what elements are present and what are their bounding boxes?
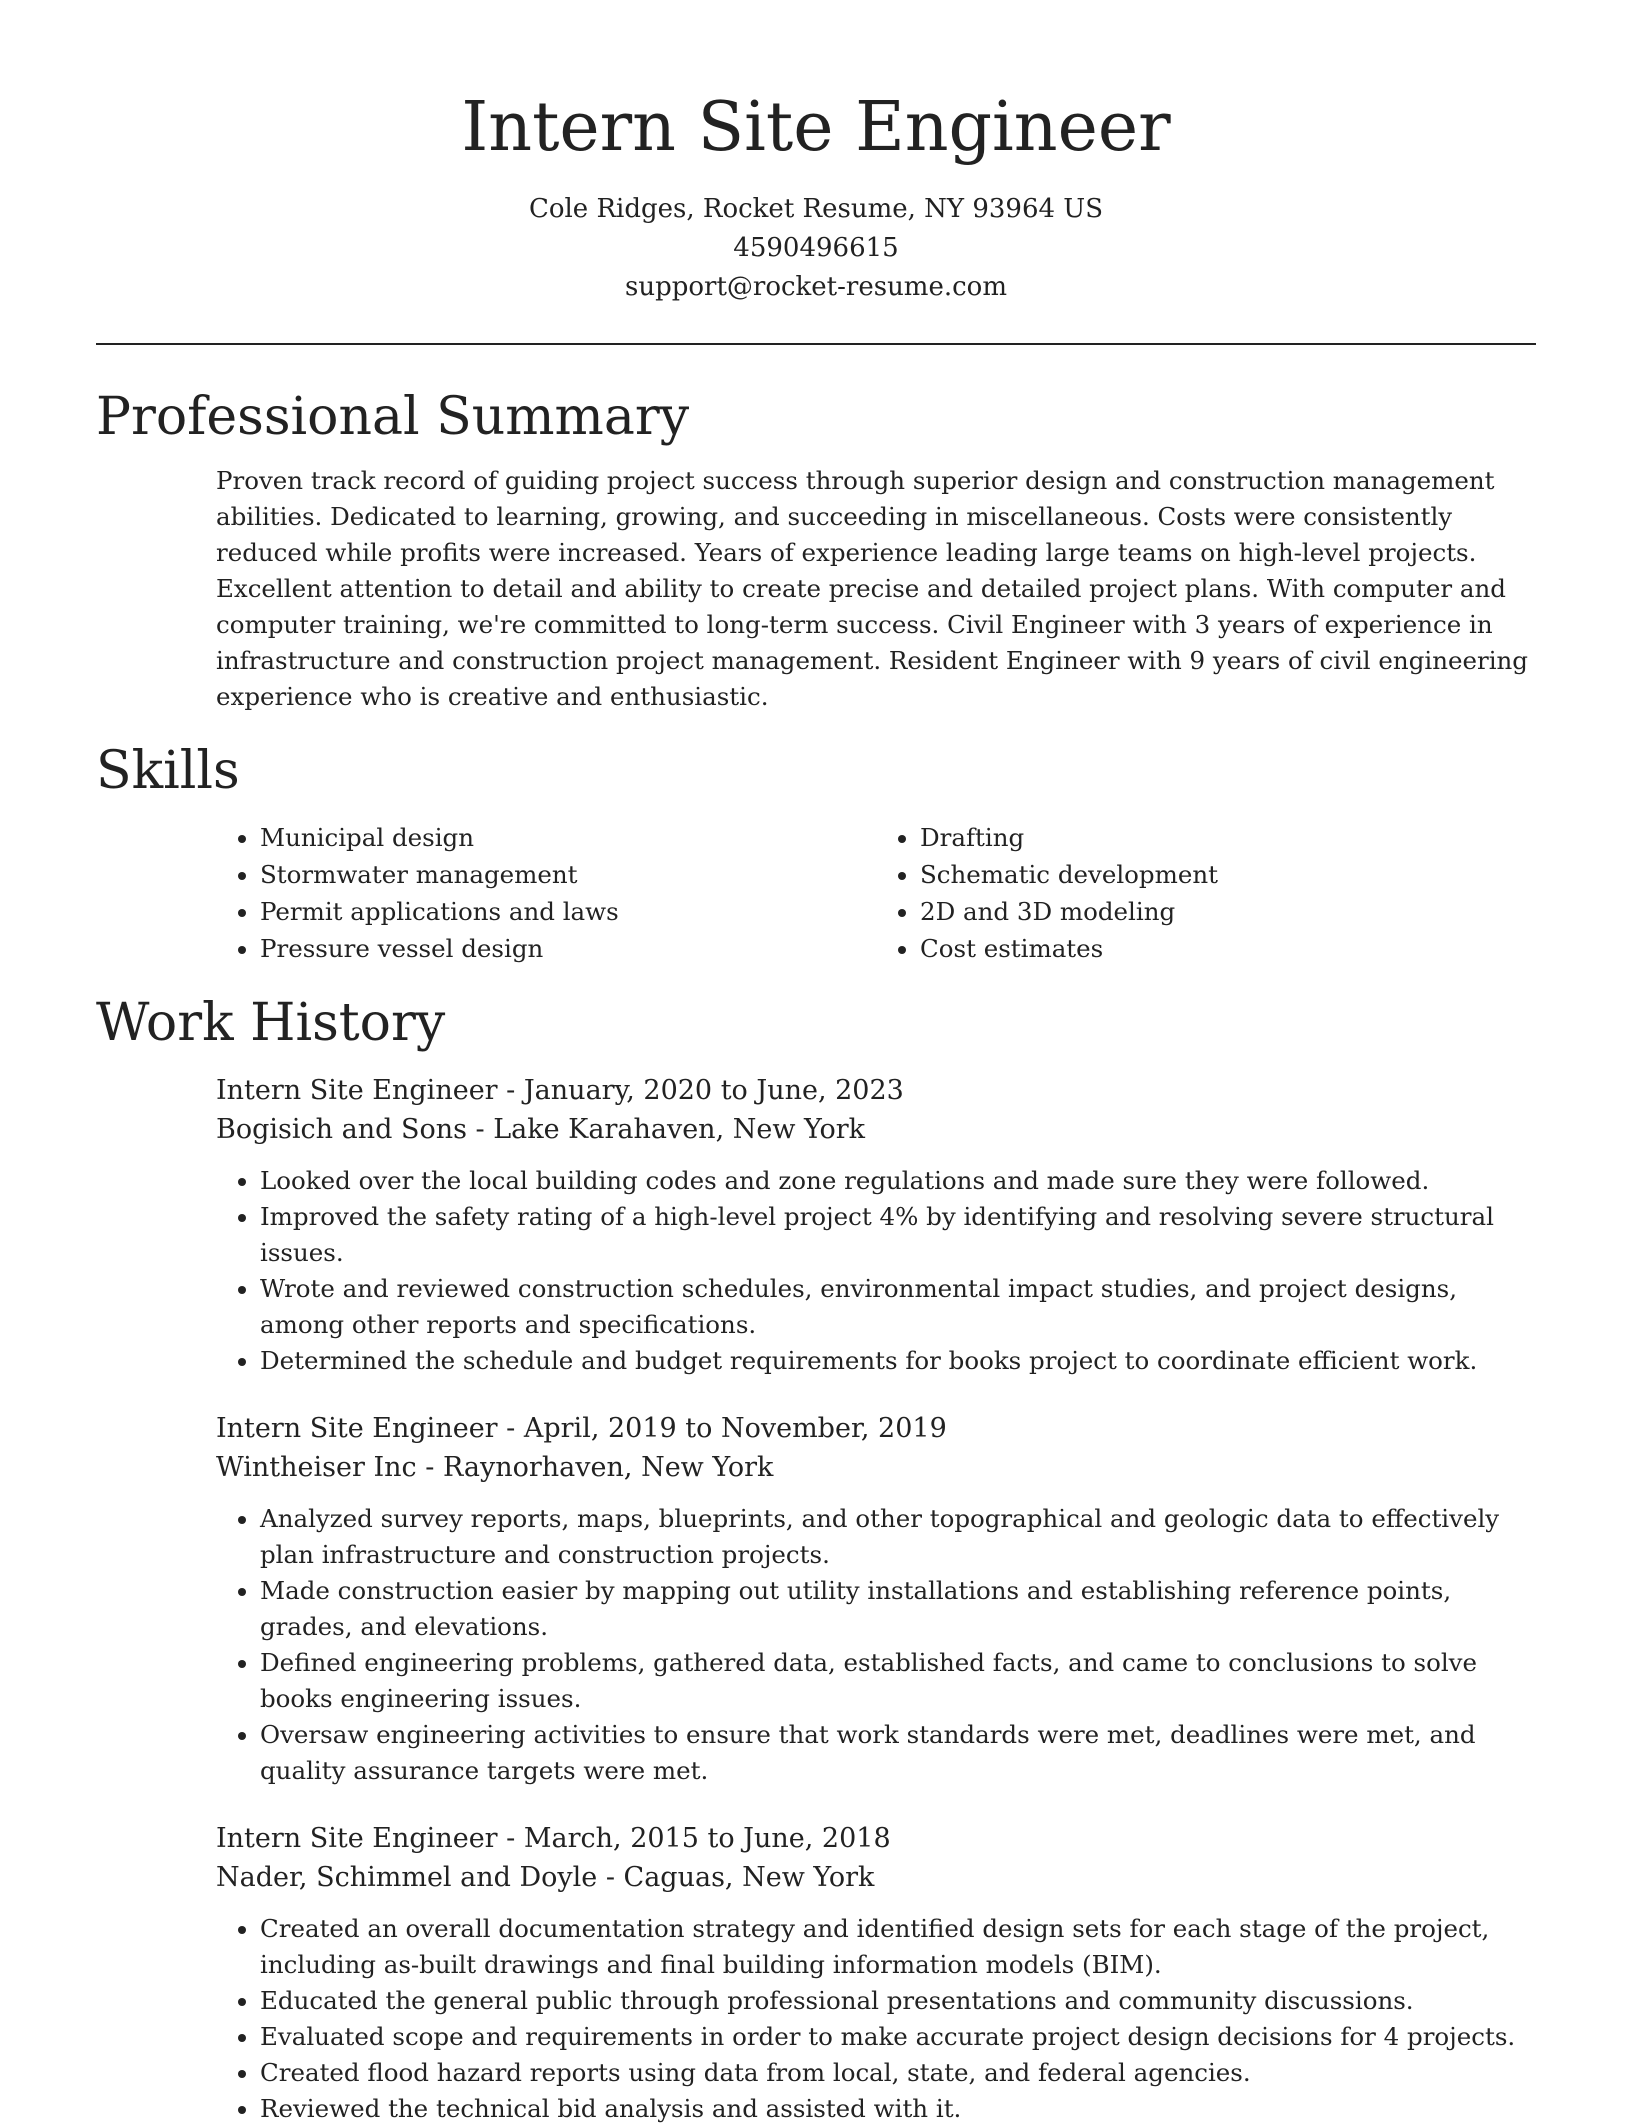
professional-summary-section xyxy=(96,383,1536,715)
work-history-section xyxy=(96,989,1536,2127)
job-entry xyxy=(216,1071,1536,1379)
job-bullets xyxy=(216,1163,1536,1379)
section-title-work-history: Work History xyxy=(96,993,446,1053)
skill-item: • 2D and 3D modeling xyxy=(920,893,1536,930)
summary-text: Proven track record of guiding project success through superior design and construction management abilities. Dedicated to learning, growing, and succeeding in miscellaneous. Costs were consistently reduced while profits were increased. Years of experience leading large teams on high-level projects. Excellent attention to detail and ability to create precise and detailed project plans. With computer and computer training, we're committed to long-term success. Civil Engineer with 3 years of experience in infrastructure and construction project management. Resident Engineer with 9 years of civil engineering experience who is creative and enthusiastic. xyxy=(216,466,1528,711)
skills-grid xyxy=(216,819,1536,967)
contact-phone: 4590496615 xyxy=(733,233,899,263)
skill-item: • Permit applications and laws xyxy=(260,893,876,930)
job-bullet: • Educated the general public through professional presentations and community discussions. xyxy=(260,1983,1536,2019)
job-bullet: • Evaluated scope and requirements in order to make accurate project design decisions for 4 projects. xyxy=(260,2019,1536,2055)
job-bullet: • Reviewed the technical bid analysis and assisted with it. xyxy=(260,2091,1536,2127)
resume-header xyxy=(96,80,1536,307)
job-bullets xyxy=(216,1501,1536,1789)
job-bullet: • Improved the safety rating of a high-level project 4% by identifying and resolving severe structural issues. xyxy=(260,1199,1536,1271)
skill-item: • Drafting xyxy=(920,819,1536,856)
job-bullet: • Analyzed survey reports, maps, blueprints, and other topographical and geologic data to effectively plan infrastructure and construction projects. xyxy=(260,1501,1536,1573)
job-bullet: • Created flood hazard reports using data from local, state, and federal agencies. xyxy=(260,2055,1536,2091)
skill-item: • Stormwater management xyxy=(260,856,876,893)
skill-item: • Cost estimates xyxy=(920,930,1536,967)
contact-block xyxy=(96,190,1536,307)
job-company-line: Wintheiser Inc - Raynorhaven, New York xyxy=(216,1452,774,1483)
job-company-line: Bogisich and Sons - Lake Karahaven, New York xyxy=(216,1114,866,1145)
skills-column-right xyxy=(876,819,1536,967)
skills-section xyxy=(96,737,1536,967)
job-bullet: • Looked over the local building codes and zone regulations and made sure they were followed. xyxy=(260,1163,1536,1199)
header-divider xyxy=(96,343,1536,345)
job-bullets xyxy=(216,1911,1536,2127)
job-bullet: • Created an overall documentation strategy and identified design sets for each stage of the project, including as-built drawings and final building information models (BIM). xyxy=(260,1911,1536,1983)
job-bullet: • Oversaw engineering activities to ensure that work standards were met, deadlines were met, and quality assurance targets were met. xyxy=(260,1717,1536,1789)
job-title-line: Intern Site Engineer - March, 2015 to June, 2018 xyxy=(216,1823,891,1854)
section-title-summary: Professional Summary xyxy=(96,387,690,447)
job-bullet: • Made construction easier by mapping out utility installations and establishing reference points, grades, and elevations. xyxy=(260,1573,1536,1645)
contact-address: Cole Ridges, Rocket Resume, NY 93964 US xyxy=(528,194,1104,224)
skill-item: • Pressure vessel design xyxy=(260,930,876,967)
job-entry xyxy=(216,1409,1536,1789)
job-company-line: Nader, Schimmel and Doyle - Caguas, New York xyxy=(216,1862,875,1893)
job-bullet: • Wrote and reviewed construction schedules, environmental impact studies, and project designs, among other reports and specifications. xyxy=(260,1271,1536,1343)
job-bullet: • Defined engineering problems, gathered data, established facts, and came to conclusions to solve books engineering issues. xyxy=(260,1645,1536,1717)
skills-column-left xyxy=(216,819,876,967)
job-entry xyxy=(216,1819,1536,2127)
job-title-line: Intern Site Engineer - January, 2020 to June, 2023 xyxy=(216,1075,904,1106)
skill-item: • Municipal design xyxy=(260,819,876,856)
job-title-line: Intern Site Engineer - April, 2019 to November, 2019 xyxy=(216,1413,947,1444)
skill-item: • Schematic development xyxy=(920,856,1536,893)
resume-name: Intern Site Engineer xyxy=(461,88,1171,167)
contact-email: support@rocket-resume.com xyxy=(624,272,1007,302)
section-title-skills: Skills xyxy=(96,741,240,801)
job-bullet: • Determined the schedule and budget requirements for books project to coordinate efficient work. xyxy=(260,1343,1536,1379)
